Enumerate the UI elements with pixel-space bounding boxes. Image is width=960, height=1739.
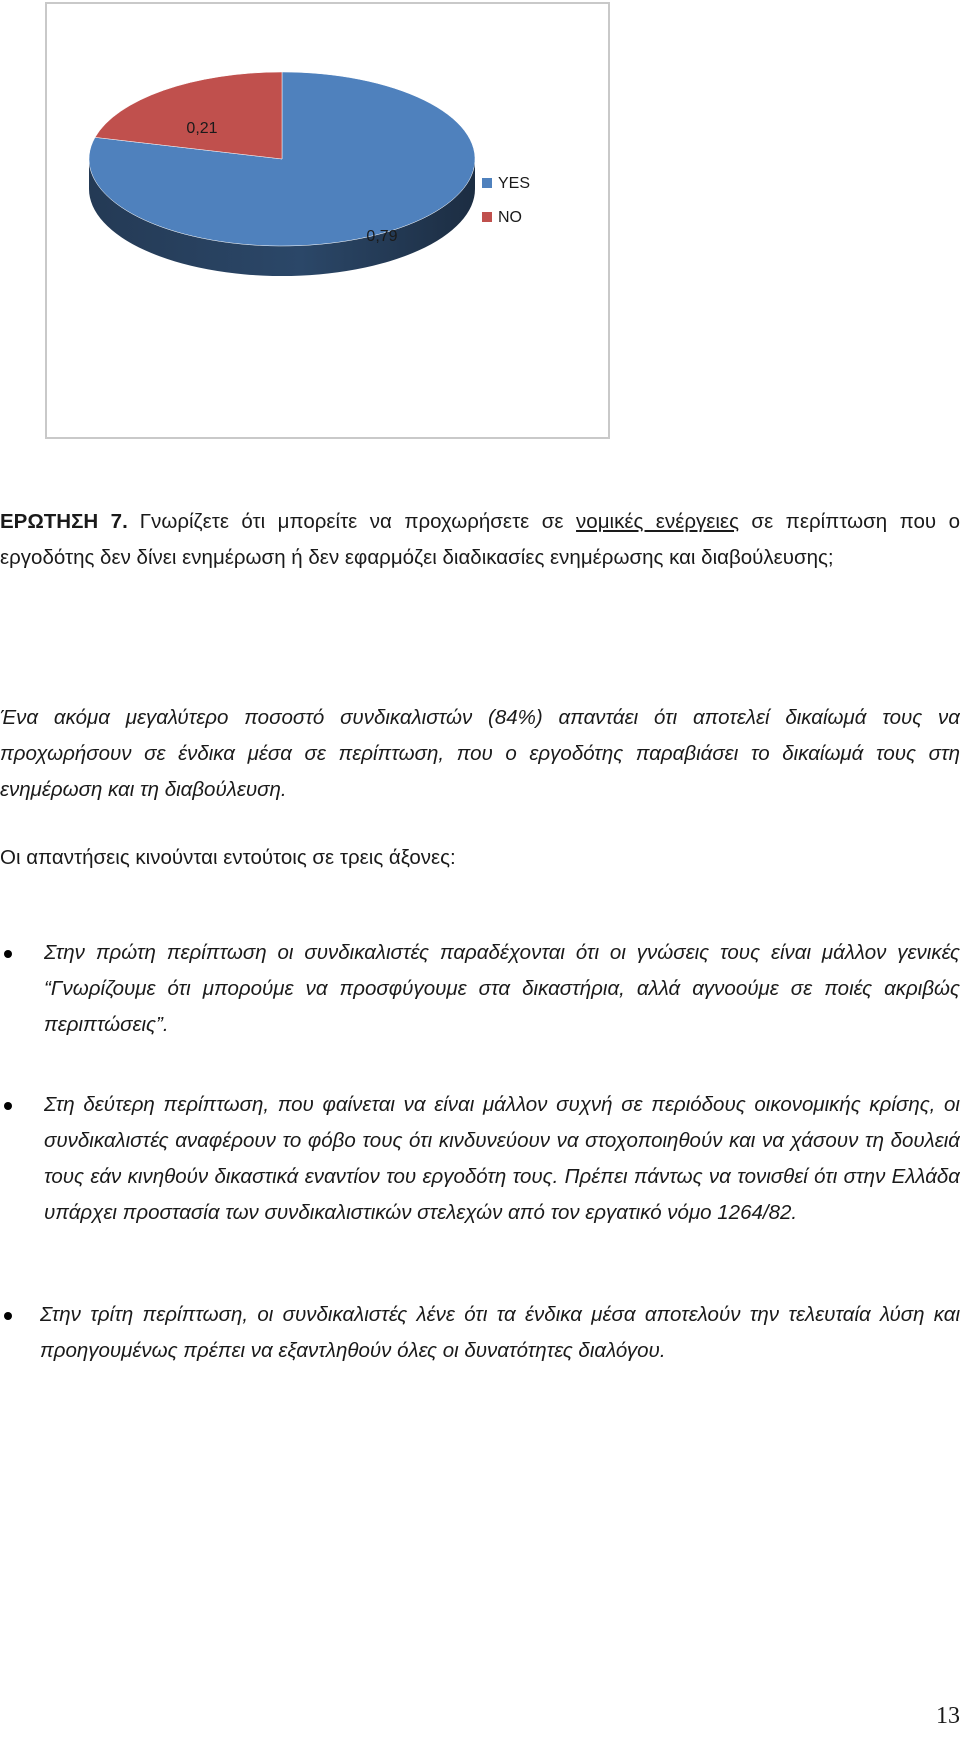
legend-label-yes: YES xyxy=(498,175,531,192)
finding-paragraph: Ένα ακόμα μεγαλύτερο ποσοστό συνδικαλιστών (84%) απαντάει ότι αποτελεί δικαίωμά τους να προχωρήσουν σε ένδικα μέσα σε περίπτωση, που ο εργοδότης παραβιάσει το δικαίωμά τους στη ενημέρωση και τη διαβούλευση. xyxy=(0,706,960,801)
question-number: ΕΡΩΤΗΣΗ 7. xyxy=(0,510,128,533)
question-text-after: σε περίπτωση που ο εργοδότης δεν δίνει ενημέρωση ή δεν εφαρμόζει διαδικασίες ενημέρωσης και διαβούλευσης; xyxy=(0,510,960,569)
legend-swatch-yes xyxy=(482,178,492,188)
bullet-dot-icon xyxy=(4,1312,12,1320)
bullet-item-2 xyxy=(0,1087,960,1231)
question-text-before: Γνωρίζετε ότι μπορείτε να προχωρήσετε σε xyxy=(139,510,577,533)
bullet-text-3: Στην τρίτη περίπτωση, οι συνδικαλιστές λένε ότι τα ένδικα μέσα αποτελούν την τελευταία λύση και προηγουμένως πρέπει να εξαντληθούν όλες οι δυνατότητες διαλόγου. xyxy=(40,1303,960,1362)
intro-paragraph: Οι απαντήσεις κινούνται εντούτοις σε τρεις άξονες: xyxy=(0,846,456,869)
data-label-no: 0,21 xyxy=(186,120,218,137)
legend-label-no: NO xyxy=(498,209,522,226)
pie-chart-frame xyxy=(45,2,610,439)
bullet-text-2: Στη δεύτερη περίπτωση, που φαίνεται να είναι μάλλον συχνή σε περιόδους οικονομικής κρίσης, οι συνδικαλιστές αναφέρουν το φόβο τους ότι κινδυνεύουν να στοχοποιηθούν και να χάσουν τη δουλειά τους εάν κινηθούν δικαστικά εναντίον του εργοδότη τους. Πρέπει πάντως να τονισθεί ότι στην Ελλάδα υπάρχει προστασία των συνδικαλιστικών στελεχών από τον εργατικό νόμο 1264/82. xyxy=(44,1093,960,1224)
page-number: 13 xyxy=(936,1703,960,1729)
legend-swatch-no xyxy=(482,212,492,222)
bullet-dot-icon xyxy=(4,1102,12,1110)
pie-chart xyxy=(47,4,608,437)
bullet-text-1: Στην πρώτη περίπτωση οι συνδικαλιστές παραδέχονται ότι οι γνώσεις τους είναι μάλλον γενικές “Γνωρίζουμε ότι μπορούμε να προσφύγουμε στα δικαστήρια, αλλά αγνοούμε σε ποιές ακριβώς περιπτώσεις”. xyxy=(44,941,960,1036)
question-7 xyxy=(0,504,960,576)
question-underlined-term: νομικές ενέργειες xyxy=(576,510,739,533)
data-label-yes: 0,79 xyxy=(366,228,398,245)
bullet-item-3 xyxy=(0,1297,960,1369)
bullet-item-1 xyxy=(0,935,960,1043)
bullet-dot-icon xyxy=(4,950,12,958)
